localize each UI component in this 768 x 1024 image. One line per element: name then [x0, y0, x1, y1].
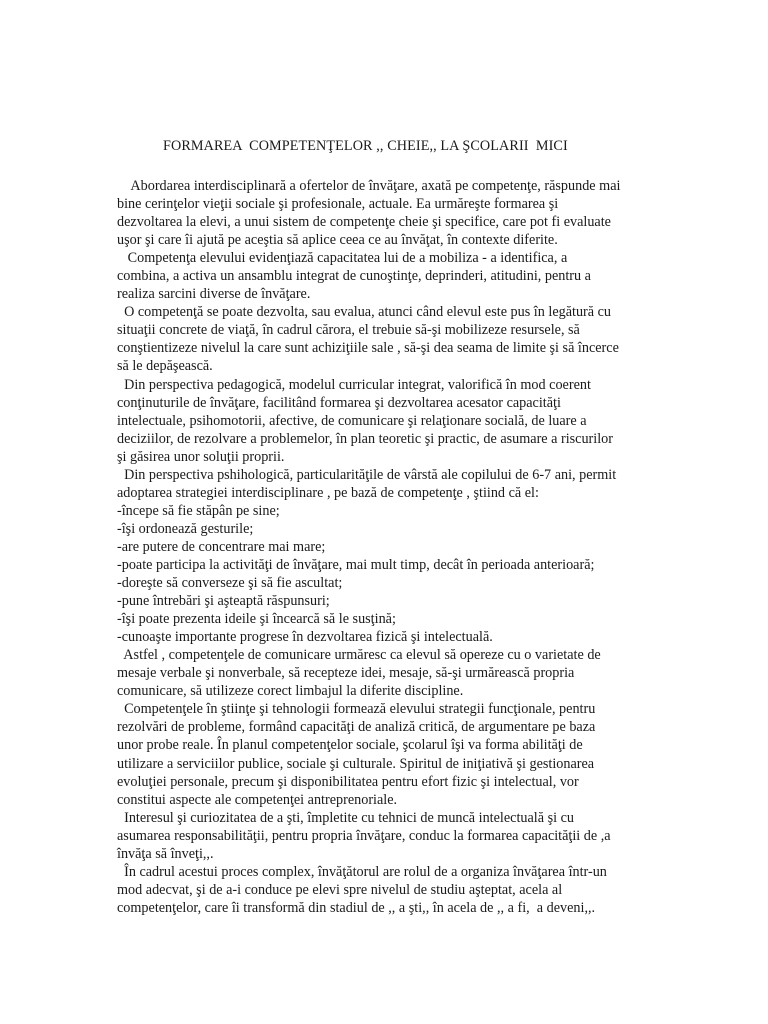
body-text-line: -începe să fie stăpân pe sine;	[117, 502, 280, 519]
body-text-line: mesaje verbale şi nonverbale, să recepteze idei, mesaje, să-şi urmărească propria	[117, 665, 575, 682]
body-text-line: dezvoltarea la elevi, a unui sistem de competenţe cheie şi specifice, care pot fi evaluate	[117, 214, 611, 231]
body-text-line: asumarea responsabilităţii, pentru propria învăţare, conduc la formarea capacităţii de ,a	[117, 827, 611, 844]
body-text-line: -poate participa la activităţi de învăţare, mai mult timp, decât în perioada anterioară;	[117, 556, 595, 573]
body-text-line: situaţii concrete de viaţă, în cadrul cărora, el trebuie să-şi mobilizeze resursele, să	[117, 322, 580, 339]
body-text-line: -cunoaşte importante progrese în dezvoltarea fizică şi intelectuală.	[117, 629, 493, 646]
body-text-line: Astfel , competenţele de comunicare urmăresc ca elevul să opereze cu o varietate de	[117, 647, 601, 664]
body-text-line: realiza sarcini diverse de învăţare.	[117, 286, 311, 303]
body-text-line: bine cerinţelor vieţii sociale şi profesionale, actuale. Ea urmăreşte formarea şi	[117, 196, 559, 213]
body-text-line: deciziilor, de rezolvare a problemelor, în plan teoretic şi practic, de asumare a riscurilor	[117, 430, 613, 447]
body-text-line: adoptarea strategiei interdisciplinare , pe bază de competenţe , ştiind că el:	[117, 484, 539, 501]
body-text-line: Din perspectiva pshihologică, particularităţile de vârstă ale copilului de 6-7 ani, permit	[117, 466, 617, 483]
body-text-line: Abordarea interdisciplinară a ofertelor de învăţare, axată pe competenţe, răspunde mai	[117, 178, 621, 194]
body-text-line: -doreşte să converseze şi să fie ascultat;	[117, 575, 343, 592]
body-text-line: -are putere de concentrare mai mare;	[117, 538, 326, 555]
body-text-line: rezolvări de probleme, formând capacităţi de analiză critică, de argumentare pe baza	[117, 719, 596, 736]
body-text-line: -pune întrebări şi aşteaptă răspunsuri;	[117, 593, 330, 610]
body-text-line: O competenţă se poate dezvolta, sau evalua, atunci când elevul este pus în legătură cu	[117, 304, 611, 321]
body-text-line: Din perspectiva pedagogică, modelul curricular integrat, valorifică în mod coerent	[117, 376, 591, 393]
body-text-line: competenţelor, care îi transformă din stadiul de ,, a şti,, în acela de ,, a fi, a deveni,,.	[117, 899, 596, 916]
body-text-line: constitui aspecte ale competenţei antreprenoriale.	[117, 791, 398, 808]
body-text-line: utilizare a serviciilor publice, sociale şi culturale. Spiritul de iniţiativă şi gestionarea	[117, 755, 595, 772]
body-text-line: uşor şi care îi ajută pe aceştia să aplice ceea ce au învăţat, în contexte diferite.	[117, 232, 558, 249]
body-text-line: conţinuturile de învăţare, facilitând formarea şi dezvoltarea acesator capacităţi	[117, 394, 561, 411]
document-title: FORMAREA COMPETENŢELOR ,, CHEIE,, LA ŞCOLARII MICI	[163, 138, 568, 154]
body-text-line: Competenţa elevului evidenţiază capacitatea lui de a mobiliza - a identifica, a	[117, 250, 568, 267]
body-text-line: mod adecvat, şi de a-i conduce pe elevi spre nivelul de studiu aşteptat, acela al	[117, 881, 563, 898]
document-body	[117, 177, 657, 917]
body-text-line: învăţa să înveţi,,.	[117, 845, 214, 862]
body-text-line: să le depăşească.	[117, 358, 213, 375]
body-text-line: combina, a activa un ansamblu integrat de cunoştinţe, deprinderi, atitudini, pentru a	[117, 268, 591, 285]
body-text-line: -îşi poate prezenta ideile şi încearcă să le susţină;	[117, 611, 396, 628]
body-text-line: evoluţiei personale, precum şi disponibilitatea pentru efort fizic şi intelectual, vor	[117, 773, 579, 790]
body-text-line: În cadrul acestui proces complex, învăţătorul are rolul de a organiza învăţarea într-un	[117, 863, 607, 880]
body-text-line: comunicare, să utilizeze corect limbajul la diferite discipline.	[117, 683, 464, 700]
body-text-line: intelectuale, psihomotorii, afective, de comunicare şi relaţionare socială, de luare a	[117, 412, 587, 429]
body-text-line: conştientizeze nivelul la care sunt achiziţiile sale , să-şi dea seama de limite şi să încerce	[117, 340, 619, 357]
body-text-line: unor probe reale. În planul competenţelor sociale, şcolarul îşi va forma abilităţi de	[117, 737, 583, 754]
body-text-line: -îşi ordonează gesturile;	[117, 520, 254, 537]
body-text-line: Competenţele în ştiinţe şi tehnologii formează elevului strategii funcţionale, pentru	[117, 701, 596, 718]
body-text-line: Interesul şi curiozitatea de a şti, împletite cu tehnici de muncă intelectuală şi cu	[117, 809, 574, 826]
body-text-line: şi găsirea unor soluţii proprii.	[117, 448, 285, 465]
